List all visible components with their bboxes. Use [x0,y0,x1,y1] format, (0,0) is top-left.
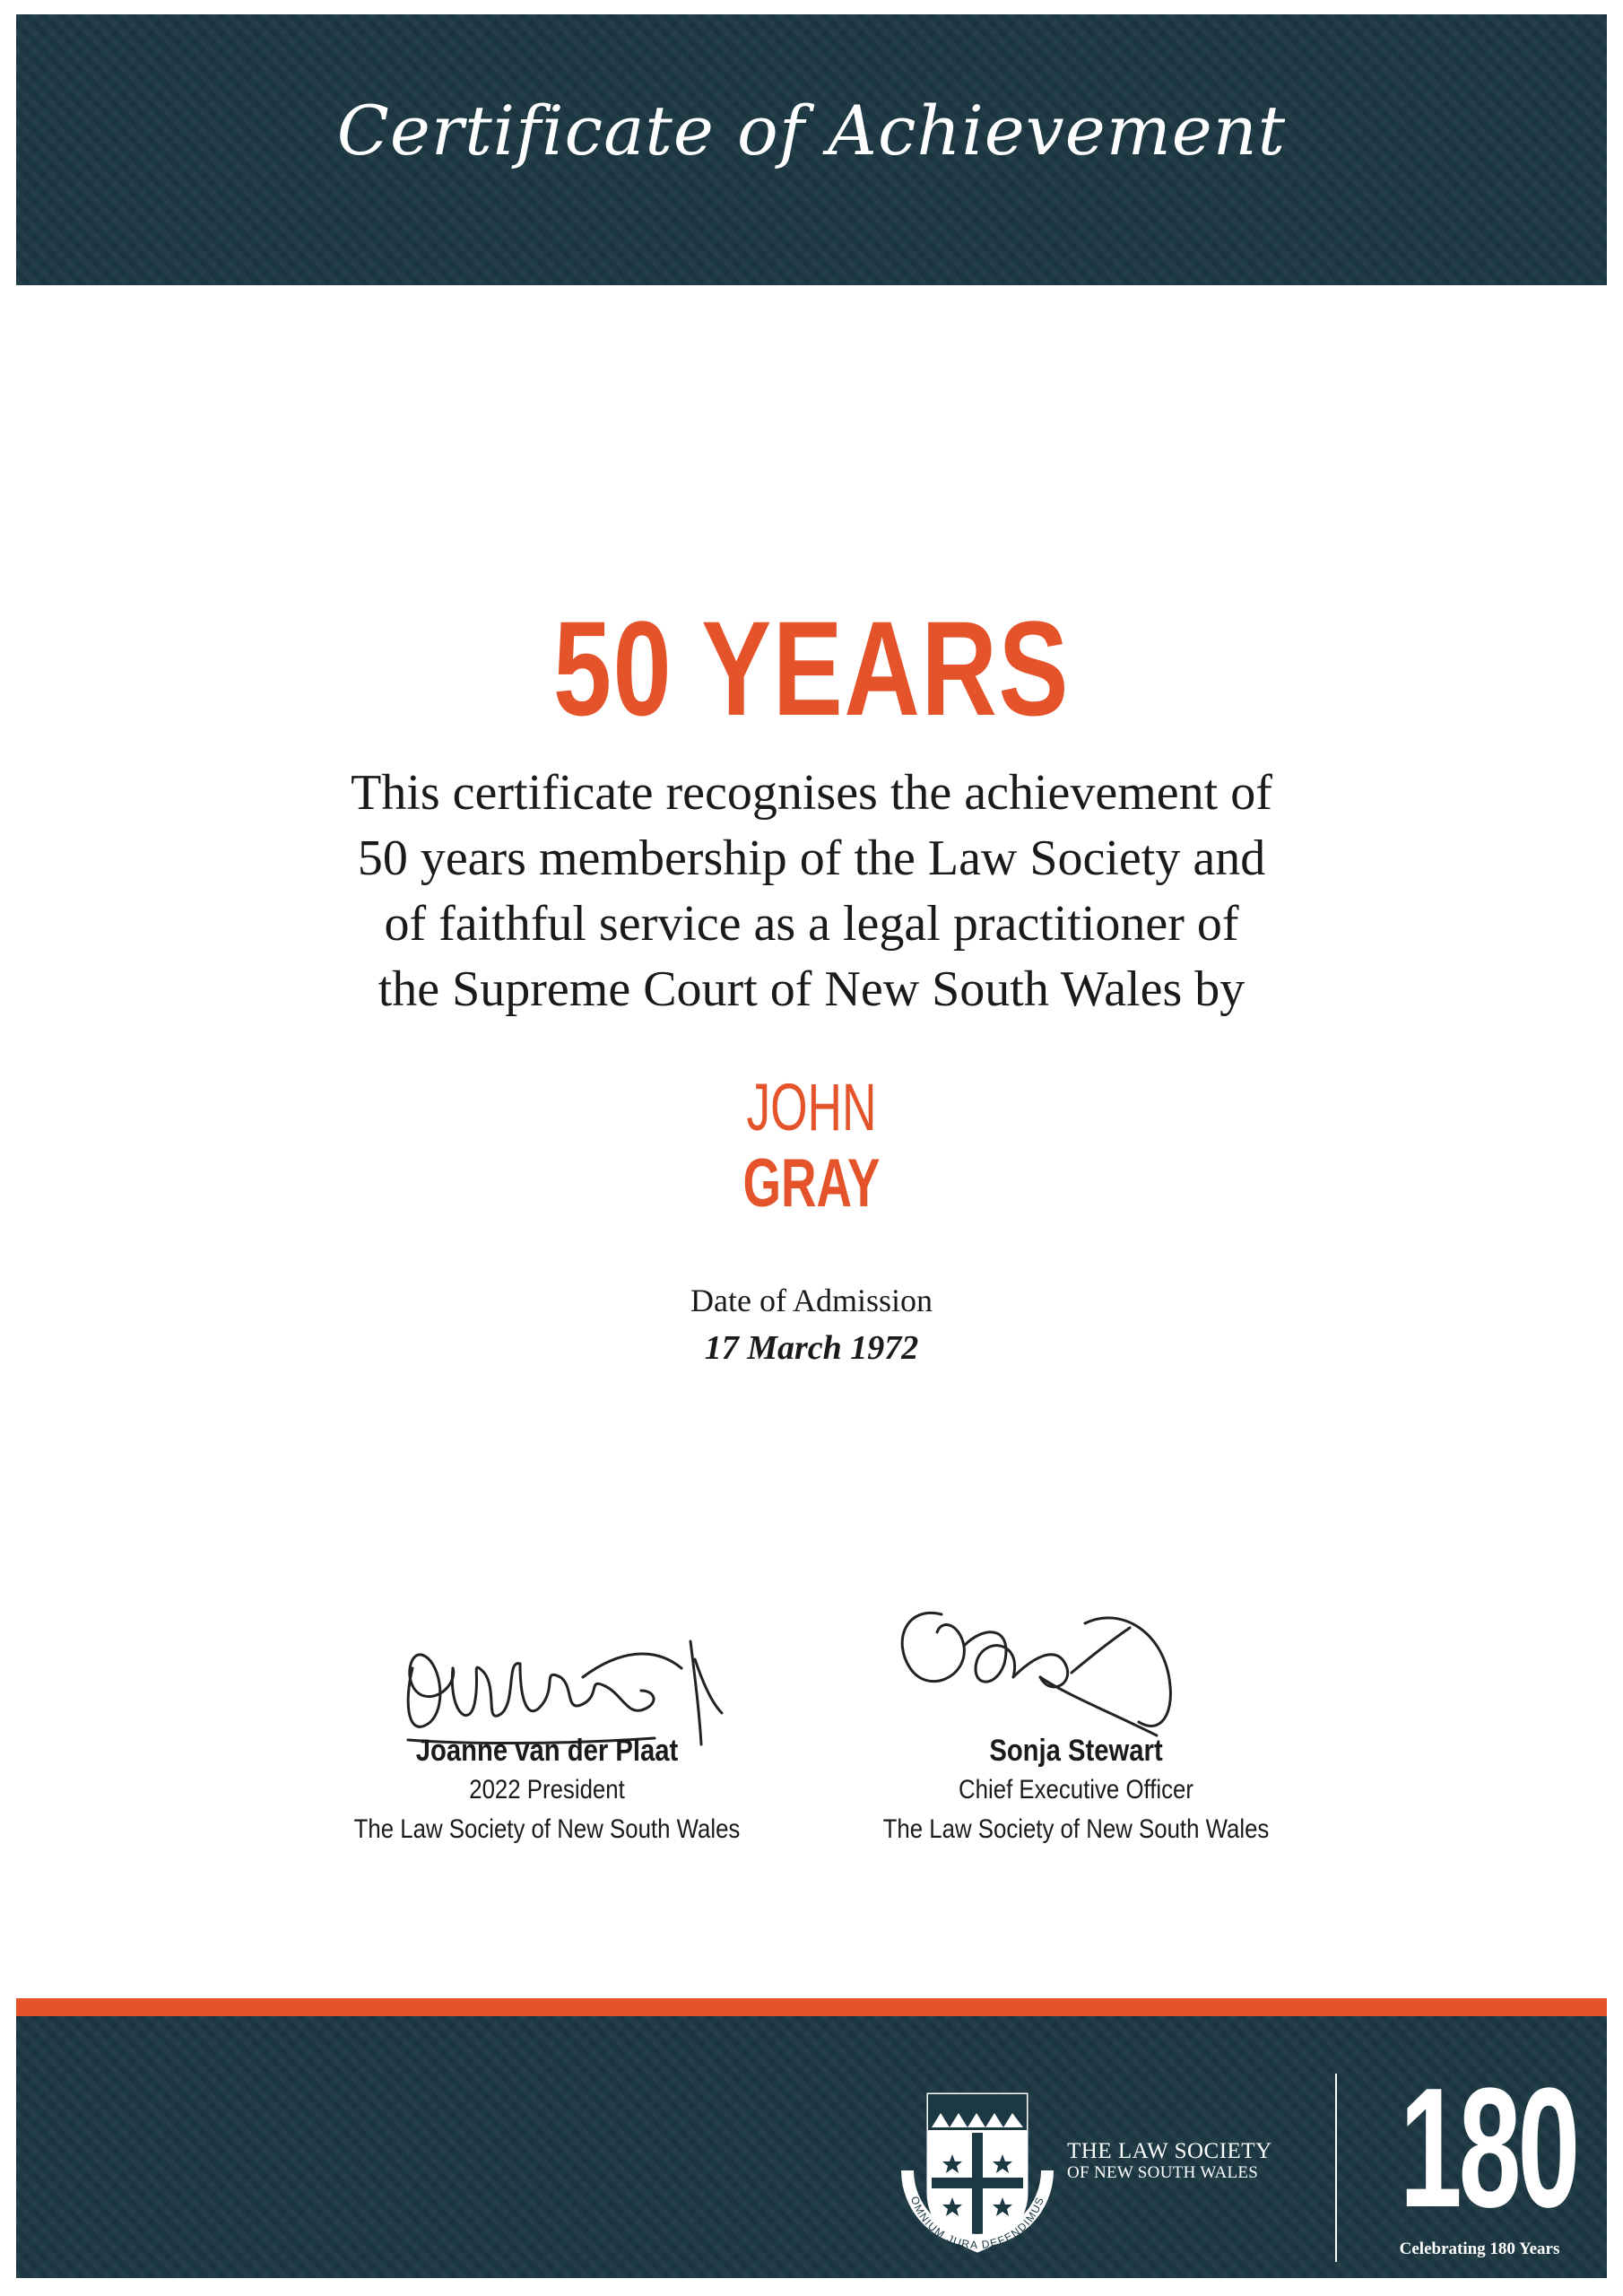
society-name [1067,2141,1272,2184]
signatory-ceo [825,1731,1327,1849]
certificate-title: Certificate of Achievement [336,91,1287,170]
statement-line: the Supreme Court of New South Wales by [378,961,1245,1017]
admission-label: Date of Admission [690,1283,933,1318]
statement-line: 50 years membership of the Law Society and [357,831,1266,886]
recipient-last-name: GRAY [742,1145,881,1222]
crest-motto: OMNIUM JURA DEFENDIMUS [907,2194,1047,2252]
signatory-organisation: The Law Society of New South Wales [882,1814,1270,1844]
law-society-crest-icon [892,2072,1063,2265]
footer-accent-rule [16,1998,1607,2016]
society-name-line2: OF NEW SOUTH WALES [1067,2163,1259,2182]
statement-line: of faithful service as a legal practitioner of [384,896,1239,952]
footer-divider [1335,2074,1337,2262]
signatory-organisation: The Law Society of New South Wales [353,1814,741,1844]
signatory-name: Sonja Stewart [989,1734,1163,1768]
society-name-line1: THE LAW SOCIETY [1067,2139,1272,2163]
anniversary-caption: Celebrating 180 Years [1399,2239,1560,2258]
anniversary-number: 180 [1399,2053,1577,2243]
signatory-role: Chief Executive Officer [959,1775,1193,1805]
recipient-first-name: JOHN [746,1070,877,1144]
admission-date: 17 March 1972 [704,1329,919,1367]
certificate-statement [273,761,1350,1022]
footer-band [16,2016,1607,2278]
signatory-name: Joanne van der Plaat [415,1734,679,1768]
signatory-president [296,1731,798,1849]
statement-line: This certificate recognises the achievement of [351,765,1272,821]
signatory-role: 2022 President [469,1775,625,1805]
years-heading: 50 YEARS [552,593,1071,744]
ceo-signature [888,1587,1202,1744]
